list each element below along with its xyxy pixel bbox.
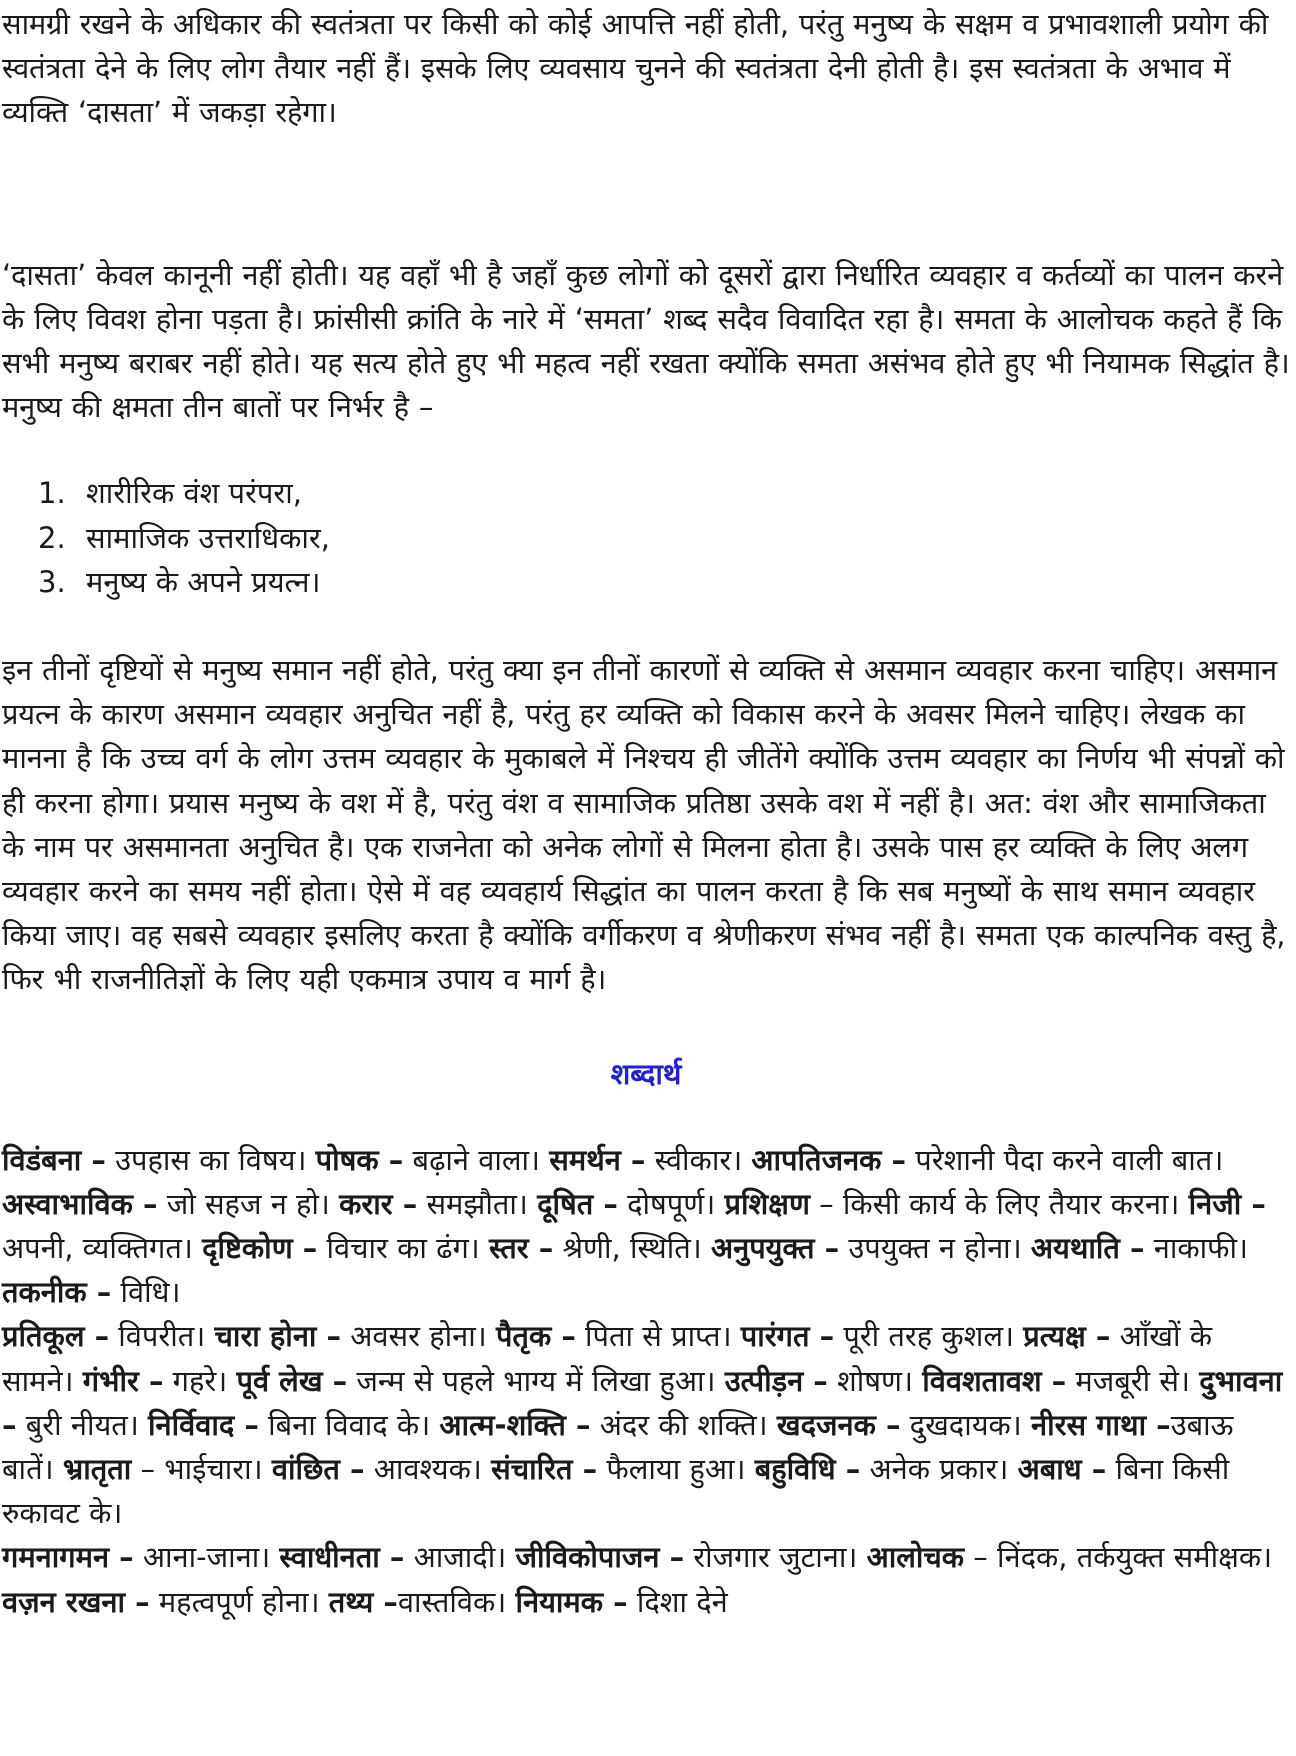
- glossary-term: करार –: [339, 1186, 418, 1221]
- glossary-term: निर्विवाद –: [148, 1407, 259, 1442]
- glossary-meaning: वास्तविक।: [397, 1584, 516, 1619]
- glossary-meaning: उबाऊ बातें।: [2, 1407, 1234, 1487]
- glossary-meaning: परेशानी पैदा करने वाली बात।: [906, 1142, 1224, 1177]
- glossary-term: अबाध –: [1017, 1452, 1107, 1487]
- list-text: शारीरिक वंश परंपरा,: [86, 476, 302, 511]
- glossary-meaning: अंदर की शक्ति।: [590, 1407, 777, 1442]
- glossary-meaning: मजबूरी से।: [1066, 1363, 1200, 1398]
- glossary-term: आपतिजनक –: [751, 1142, 907, 1177]
- glossary-term: वज़न रखना –: [2, 1584, 150, 1619]
- glossary-meaning: आवश्यक।: [364, 1452, 492, 1487]
- glossary-meaning: बिना विवाद के।: [258, 1407, 440, 1442]
- glossary-meaning: श्रेणी, स्थिति।: [553, 1231, 711, 1266]
- glossary-meaning: दिशा देने: [627, 1584, 728, 1619]
- glossary-term: आलोचक: [866, 1540, 965, 1575]
- glossary-term: अयथाति –: [1030, 1231, 1145, 1266]
- glossary-term: नीरस गाथा –: [1031, 1407, 1171, 1442]
- glossary-term: तकनीक –: [2, 1275, 112, 1310]
- glossary-meaning: – निंदक, तर्कयुक्त समीक्षक।: [964, 1540, 1273, 1575]
- glossary-term: तथ्य –: [328, 1584, 398, 1619]
- glossary-meaning: विचार का ढंग।: [317, 1231, 489, 1266]
- list-number: 3.: [38, 564, 66, 599]
- glossary-meaning: स्वीकार।: [645, 1142, 752, 1177]
- glossary-term: गंभीर –: [82, 1363, 164, 1398]
- glossary-term: अस्वाभाविक –: [2, 1186, 158, 1221]
- glossary-meaning: अवसर होना।: [341, 1319, 496, 1354]
- glossary-meaning: पिता से प्राप्त।: [575, 1319, 741, 1354]
- glossary-term: स्वाधीनता –: [279, 1540, 405, 1575]
- paragraph-3: इन तीनों दृष्टियों से मनुष्य समान नहीं होते, परंतु क्या इन तीनों कारणों से व्यक्ति से असमान व्यवहार करना चाहिए। असमान प्रयत्न के कारण असमान व्यवहार अनुचित नहीं है, परंतु हर व्यक्ति को विकास करने के अवसर मिलने चाहिए। लेखक का मानना है कि उच्च वर्ग के लोग उत्तम व्यवहार के मुकाबले में निश्चय ही जीतेंगे क्योंकि उत्तम व्यवहार का निर्णय भी संपन्नों को ही करना होगा। प्रयास मनुष्य के वश में है, परंतु वंश व सामाजिक प्रतिष्ठा उसके वश में नहीं है। अत: वंश और सामाजिकता के नाम पर असमानता अनुचित है। एक राजनेता को अनेक लोगों से मिलना होता है। उसके पास हर व्यक्ति के लिए अलग व्यवहार करने का समय नहीं होता। ऐसे में वह व्यवहार्य सिद्धांत का पालन करता है कि सब मनुष्यों के साथ समान व्यवहार किया जाए। वह सबसे व्यवहार इसलिए करता है क्योंकि वर्गीकरण व श्रेणीकरण संभव नहीं है। समता एक काल्पनिक वस्तु है, फिर भी राजनीतिज्ञों के लिए यही एकमात्र उपाय व मार्ग है।: [2, 653, 1286, 997]
- glossary-meaning: समझौता।: [417, 1186, 538, 1221]
- glossary-term: प्रशिक्षण: [724, 1186, 810, 1221]
- glossary-meaning: बुरी नीयत।: [16, 1407, 149, 1442]
- glossary-meaning: बिना किसी रुकावट के।: [2, 1452, 1230, 1531]
- glossary-term: उत्पीड़न –: [724, 1363, 828, 1398]
- glossary-meaning: – किसी कार्य के लिए तैयार करना।: [809, 1186, 1189, 1221]
- glossary-term: खदजनक –: [776, 1407, 901, 1442]
- glossary-term: जीविकोपाजन –: [515, 1540, 685, 1575]
- glossary-term: विडंबना –: [2, 1142, 106, 1177]
- glossary-meaning: शोषण।: [827, 1363, 923, 1398]
- document-page: [2, 2, 1290, 1624]
- glossary-term: निजी –: [1188, 1186, 1266, 1221]
- glossary-meaning: पूरी तरह कुशल।: [834, 1319, 1024, 1354]
- glossary-meaning: दुखदायक।: [900, 1407, 1032, 1442]
- glossary-meaning: जन्म से पहले भाग्य में लिखा हुआ।: [347, 1363, 725, 1398]
- glossary-meaning: आजादी।: [404, 1540, 516, 1575]
- glossary-term: आत्म-शक्ति –: [439, 1407, 591, 1442]
- glossary-term: समर्थन –: [549, 1142, 646, 1177]
- glossary-meaning: उपहास का विषय।: [105, 1142, 316, 1177]
- glossary-term: गमनागमन –: [2, 1540, 134, 1575]
- glossary-meaning: विधि।: [111, 1275, 181, 1310]
- glossary-term: स्तर –: [489, 1231, 554, 1266]
- list-item: [38, 471, 1290, 515]
- list-text: सामाजिक उत्तराधिकार,: [86, 520, 330, 555]
- list-item: [38, 560, 1290, 604]
- glossary-term: पूर्व लेख –: [236, 1363, 348, 1398]
- glossary-term: अनुपयुक्त –: [710, 1231, 840, 1266]
- glossary-meaning: उपयुक्त न होना।: [839, 1231, 1031, 1266]
- glossary-term: नियामक –: [515, 1584, 628, 1619]
- glossary-term: वांछित –: [271, 1452, 365, 1487]
- glossary-title: शब्दार्थ: [610, 1056, 682, 1091]
- glossary-block-3: [2, 1535, 1290, 1623]
- glossary-meaning: अपनी, व्यक्तिगत।: [2, 1231, 203, 1266]
- glossary-meaning: – भाईचारा।: [131, 1452, 272, 1487]
- glossary-meaning: बढ़ाने वाला।: [403, 1142, 550, 1177]
- glossary-term: संचारित –: [491, 1452, 598, 1487]
- glossary-term: भ्रातृता: [62, 1452, 132, 1487]
- glossary-term: पोषक –: [315, 1142, 404, 1177]
- glossary-term: चारा होना –: [214, 1319, 342, 1354]
- list-text: मनुष्य के अपने प्रयत्न।: [86, 564, 321, 599]
- glossary-term: पारंगत –: [740, 1319, 835, 1354]
- glossary-meaning: महत्वपूर्ण होना।: [149, 1584, 329, 1619]
- glossary-block-1: [2, 1138, 1290, 1315]
- glossary-meaning: रोजगार जुटाना।: [684, 1540, 867, 1575]
- glossary-term: प्रत्यक्ष –: [1023, 1319, 1111, 1354]
- paragraph-2: ‘दासता’ केवल कानूनी नहीं होती। यह वहाँ भी है जहाँ कुछ लोगों को दूसरों द्वारा निर्धारित व्यवहार व कर्तव्यों का पालन करने के लिए विवश होना पड़ता है। फ्रांसीसी क्रांति के नारे में ‘समता’ शब्द सदैव विवादित रहा है। समता के आलोचक कहते हैं कि सभी मनुष्य बराबर नहीं होते। यह सत्य होते हुए भी महत्व नहीं रखता क्योंकि समता असंभव होते हुए भी नियामक सिद्धांत है। मनुष्य की क्षमता तीन बातों पर निर्भर है –: [2, 257, 1290, 425]
- list-number: 1.: [38, 476, 66, 511]
- reasons-list: [2, 471, 1290, 604]
- glossary-meaning: जो सहज न हो।: [157, 1186, 340, 1221]
- glossary-term: प्रतिकूल –: [2, 1319, 110, 1354]
- glossary-meaning: नाकाफी।: [1144, 1231, 1249, 1266]
- glossary-meaning: फैलाया हुआ।: [597, 1452, 755, 1487]
- glossary-meaning: दोषपूर्ण।: [617, 1186, 725, 1221]
- glossary-term: दृष्टिकोण –: [202, 1231, 318, 1266]
- glossary-meaning: आँखों के सामने।: [2, 1319, 1212, 1398]
- list-number: 2.: [38, 520, 66, 555]
- glossary-term: विवशतावश –: [922, 1363, 1067, 1398]
- glossary-meaning: आना-जाना।: [133, 1540, 280, 1575]
- glossary-term: दुभावना –: [2, 1363, 1283, 1442]
- glossary-block-2: [2, 1314, 1290, 1535]
- glossary-term: बहुविधि –: [754, 1452, 861, 1487]
- paragraph-1: सामग्री रखने के अधिकार की स्वतंत्रता पर किसी को कोई आपत्ति नहीं होती, परंतु मनुष्य के सक्षम व प्रभावशाली प्रयोग की स्वतंत्रता देने के लिए लोग तैयार नहीं हैं। इसके लिए व्यवसाय चुनने की स्वतंत्रता देनी होती है। इस स्वतंत्रता के अभाव में व्यक्ति ‘दासता’ में जकड़ा रहेगा।: [2, 7, 1269, 130]
- list-item: [38, 516, 1290, 560]
- glossary-term: दूषित –: [537, 1186, 618, 1221]
- glossary-term: पैतृक –: [495, 1319, 576, 1354]
- glossary-meaning: अनेक प्रकार।: [860, 1452, 1018, 1487]
- glossary-meaning: गहरे।: [163, 1363, 237, 1398]
- glossary-meaning: विपरीत।: [109, 1319, 215, 1354]
